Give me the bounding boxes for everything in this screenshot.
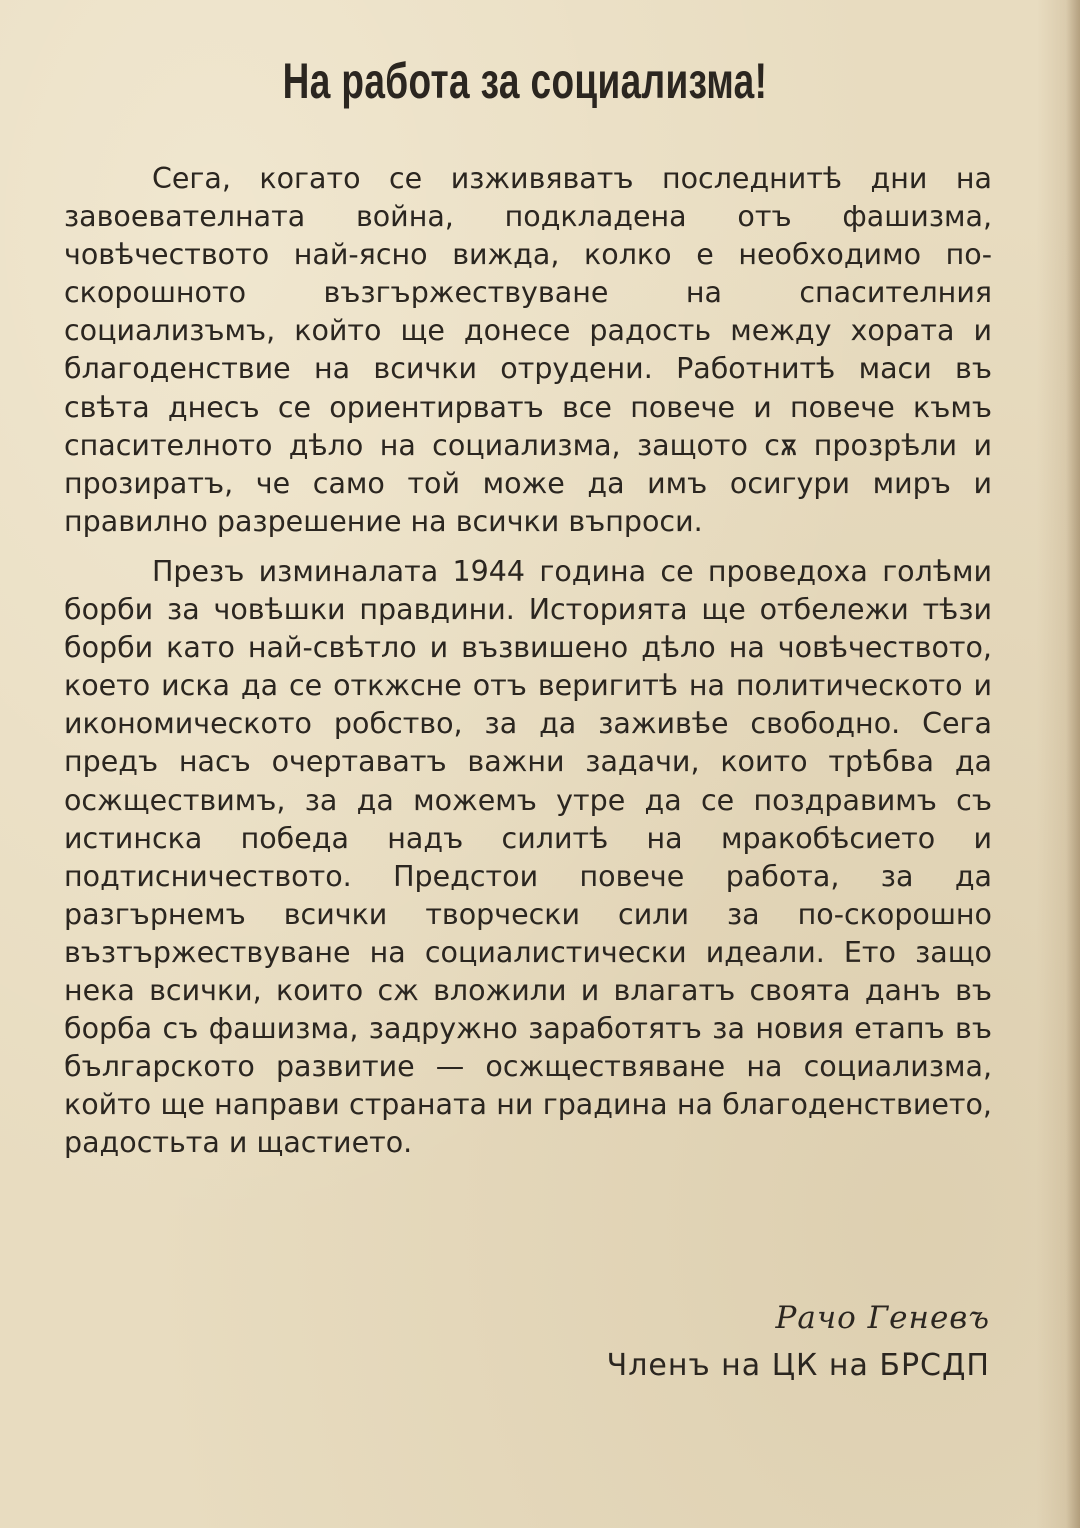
- author-signature: Рачо Геневъ: [775, 1300, 990, 1336]
- document-body: [64, 160, 992, 1162]
- author-position: Членъ на ЦК на БРСДП: [606, 1348, 990, 1383]
- paragraph-2: Презъ изминалата 1944 година се проведоха голѣми борби за човѣшки правдини. Историята ще отбележи тѣзи борби като най-свѣтло и възвишено дѣло на човѣчеството, което иска да се откжсне отъ веригитѣ на политическото и икономическото робство, за да заживѣе свободно. Сега предъ насъ очертаватъ важни задачи, които трѣбва да осжществимъ, за да можемъ утре да се поздравимъ съ истинска победа надъ силитѣ на мракобѣсието и подтисничеството. Предстои повече работа, за да разгърнемъ всички творчески сили за по-скорошно възтържествуване на социалистически идеали. Ето защо нека всички, които сж вложили и влагатъ своята данъ въ борба съ фашизма, задружно заработятъ за новия етапъ въ българското развитие — осжществяване на социализма, който ще направи страната ни градина на благоденствието, радостьта и щастието.: [64, 554, 992, 1160]
- document-title: На работа за социализма!: [282, 53, 768, 109]
- paragraph-1: Сега, когато се изживяватъ последнитѣ дни на завоевателната война, подкладена отъ фашизма, човѣчеството най-ясно вижда, колко е необходимо по-скорошното възгържествуване на спасителния социализъмъ, който ще донесе радость между хората и благоденствие на всички отрудени. Работнитѣ маси въ свѣта днесъ се ориентирватъ все повече и повече къмъ спасителното дѣло на социализма, защото сѫ прозрѣли и прозиратъ, че само той може да имъ осигури миръ и правилно разрешение на всички въпроси.: [64, 162, 992, 538]
- page-edge-shadow: [1066, 0, 1080, 1528]
